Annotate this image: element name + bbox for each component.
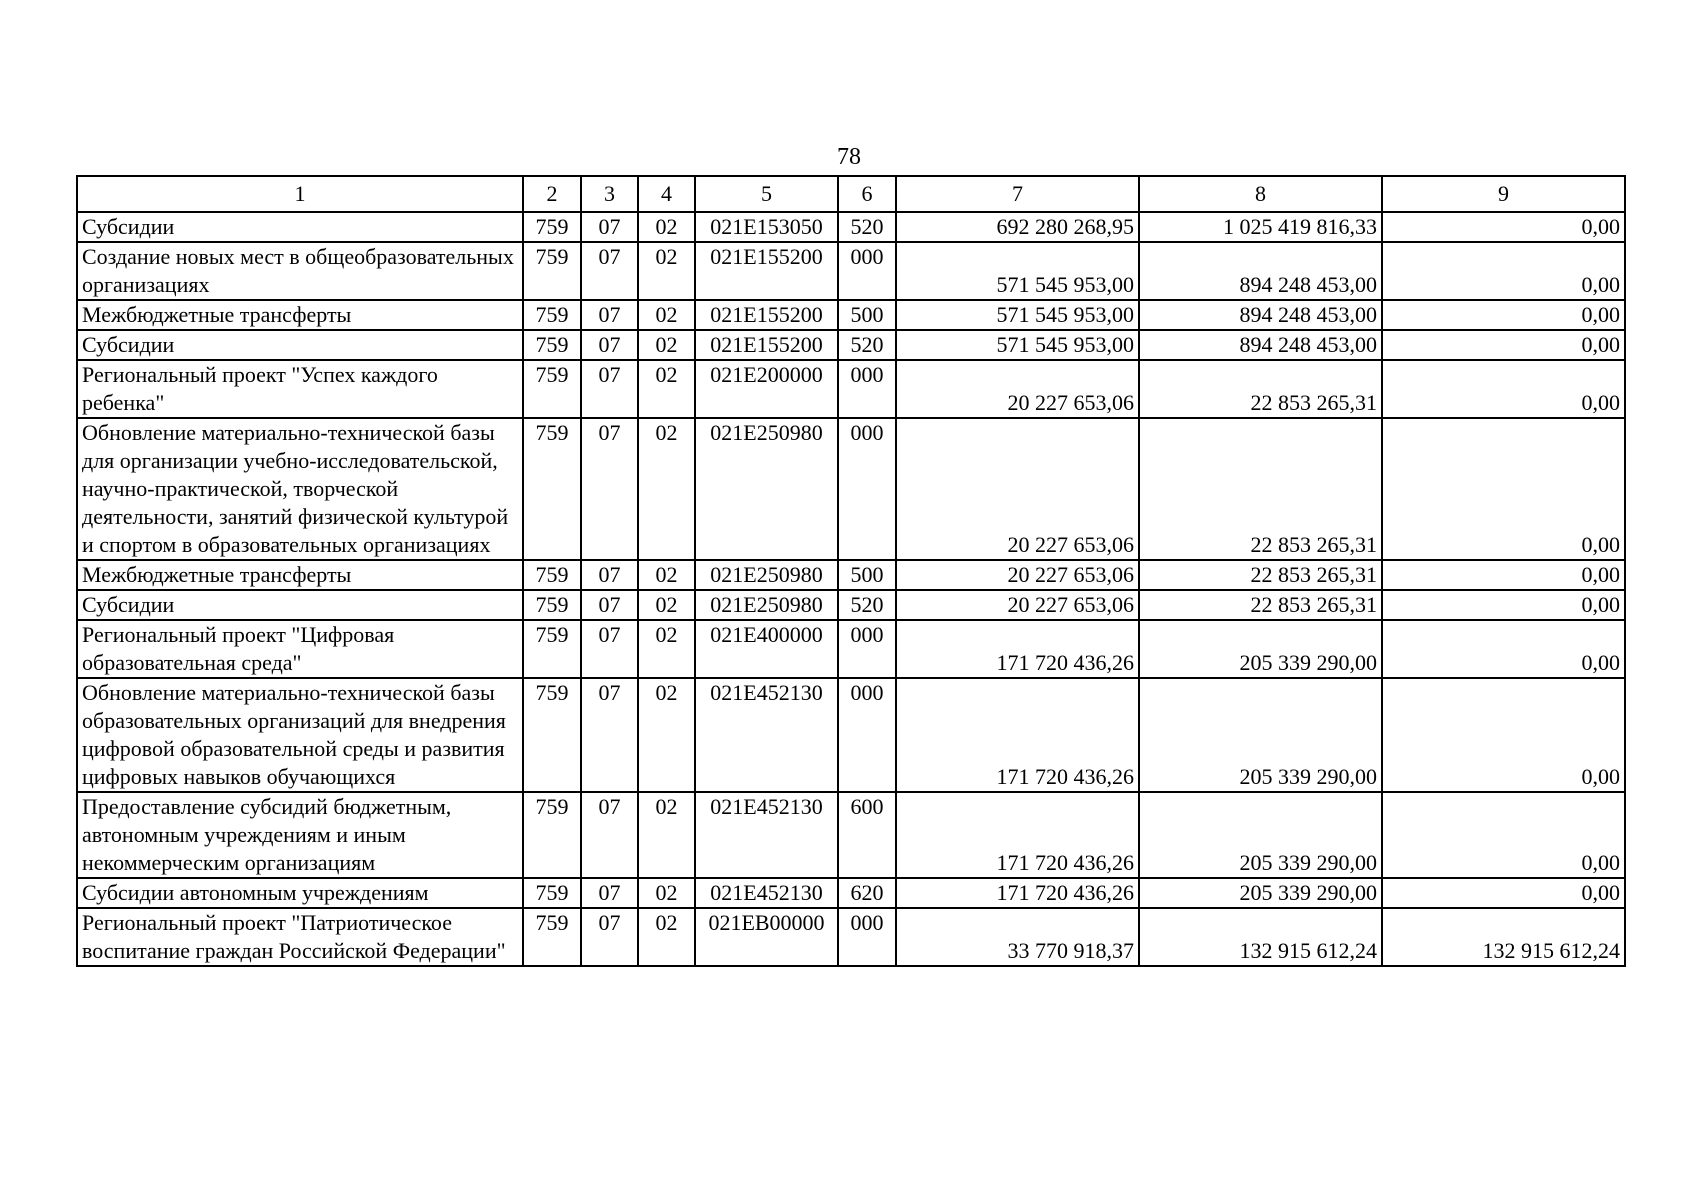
row-code-4: 02 bbox=[638, 418, 695, 560]
row-code-2: 759 bbox=[523, 560, 581, 590]
row-amount-7: 33 770 918,37 bbox=[896, 908, 1139, 966]
row-code-2: 759 bbox=[523, 330, 581, 360]
row-amount-7: 171 720 436,26 bbox=[896, 678, 1139, 792]
row-amount-9: 0,00 bbox=[1382, 620, 1625, 678]
row-amount-9: 0,00 bbox=[1382, 212, 1625, 242]
row-code-4: 02 bbox=[638, 620, 695, 678]
row-amount-9: 0,00 bbox=[1382, 878, 1625, 908]
row-code-5: 021E200000 bbox=[695, 360, 838, 418]
row-name: Субсидии автономным учреждениям bbox=[77, 878, 523, 908]
row-amount-7: 20 227 653,06 bbox=[896, 590, 1139, 620]
table-body bbox=[77, 212, 1625, 966]
table-row bbox=[77, 878, 1625, 908]
row-code-5: 021E400000 bbox=[695, 620, 838, 678]
row-amount-8: 22 853 265,31 bbox=[1139, 590, 1382, 620]
column-header-2: 2 bbox=[523, 176, 581, 212]
row-code-5: 021E250980 bbox=[695, 418, 838, 560]
row-amount-8: 205 339 290,00 bbox=[1139, 792, 1382, 878]
row-code-3: 07 bbox=[581, 908, 638, 966]
row-code-4: 02 bbox=[638, 908, 695, 966]
row-code-6: 000 bbox=[838, 620, 896, 678]
row-code-6: 000 bbox=[838, 678, 896, 792]
row-code-3: 07 bbox=[581, 330, 638, 360]
row-code-2: 759 bbox=[523, 908, 581, 966]
row-amount-9: 0,00 bbox=[1382, 792, 1625, 878]
row-name: Межбюджетные трансферты bbox=[77, 560, 523, 590]
table-row bbox=[77, 678, 1625, 792]
table-row bbox=[77, 620, 1625, 678]
row-code-6: 520 bbox=[838, 212, 896, 242]
row-code-5: 021E452130 bbox=[695, 792, 838, 878]
column-header-8: 8 bbox=[1139, 176, 1382, 212]
row-amount-8: 205 339 290,00 bbox=[1139, 878, 1382, 908]
row-code-3: 07 bbox=[581, 560, 638, 590]
row-code-2: 759 bbox=[523, 300, 581, 330]
row-name: Обновление материально-технической базы образовательных организаций для внедрения цифровой образовательной среды и развития цифровых навыков обучающихся bbox=[77, 678, 523, 792]
row-amount-8: 894 248 453,00 bbox=[1139, 242, 1382, 300]
table-row bbox=[77, 330, 1625, 360]
row-code-5: 021EB00000 bbox=[695, 908, 838, 966]
row-amount-8: 1 025 419 816,33 bbox=[1139, 212, 1382, 242]
row-name: Региональный проект "Успех каждого ребенка" bbox=[77, 360, 523, 418]
row-amount-8: 22 853 265,31 bbox=[1139, 418, 1382, 560]
row-code-6: 500 bbox=[838, 560, 896, 590]
row-name: Предоставление субсидий бюджетным, автономным учреждениям и иным некоммерческим организациям bbox=[77, 792, 523, 878]
column-header-5: 5 bbox=[695, 176, 838, 212]
row-amount-9: 0,00 bbox=[1382, 330, 1625, 360]
header-row bbox=[77, 176, 1625, 212]
row-code-3: 07 bbox=[581, 360, 638, 418]
column-header-6: 6 bbox=[838, 176, 896, 212]
row-name: Региональный проект "Цифровая образовательная среда" bbox=[77, 620, 523, 678]
table-row bbox=[77, 212, 1625, 242]
row-code-3: 07 bbox=[581, 678, 638, 792]
table-row bbox=[77, 590, 1625, 620]
row-code-3: 07 bbox=[581, 590, 638, 620]
row-amount-8: 22 853 265,31 bbox=[1139, 560, 1382, 590]
row-code-2: 759 bbox=[523, 792, 581, 878]
row-amount-7: 571 545 953,00 bbox=[896, 330, 1139, 360]
row-amount-9: 0,00 bbox=[1382, 242, 1625, 300]
row-amount-9: 0,00 bbox=[1382, 678, 1625, 792]
row-amount-9: 0,00 bbox=[1382, 590, 1625, 620]
row-code-4: 02 bbox=[638, 792, 695, 878]
row-code-5: 021E155200 bbox=[695, 330, 838, 360]
row-code-6: 620 bbox=[838, 878, 896, 908]
row-code-3: 07 bbox=[581, 792, 638, 878]
row-code-6: 520 bbox=[838, 590, 896, 620]
row-code-2: 759 bbox=[523, 212, 581, 242]
row-code-5: 021E452130 bbox=[695, 678, 838, 792]
row-amount-9: 132 915 612,24 bbox=[1382, 908, 1625, 966]
row-amount-8: 205 339 290,00 bbox=[1139, 620, 1382, 678]
row-amount-7: 171 720 436,26 bbox=[896, 878, 1139, 908]
row-name: Субсидии bbox=[77, 212, 523, 242]
row-amount-9: 0,00 bbox=[1382, 300, 1625, 330]
row-amount-7: 171 720 436,26 bbox=[896, 620, 1139, 678]
table-row bbox=[77, 908, 1625, 966]
row-name: Создание новых мест в общеобразовательных организациях bbox=[77, 242, 523, 300]
row-code-6: 500 bbox=[838, 300, 896, 330]
row-amount-8: 894 248 453,00 bbox=[1139, 300, 1382, 330]
row-code-5: 021E155200 bbox=[695, 242, 838, 300]
table-header bbox=[77, 176, 1625, 212]
row-code-2: 759 bbox=[523, 678, 581, 792]
row-code-2: 759 bbox=[523, 360, 581, 418]
row-code-4: 02 bbox=[638, 360, 695, 418]
table-row bbox=[77, 360, 1625, 418]
row-code-4: 02 bbox=[638, 878, 695, 908]
row-name: Обновление материально-технической базы для организации учебно-исследовательской, научно-практической, творческой деятельности, занятий физической культурой и спортом в образовательных организациях bbox=[77, 418, 523, 560]
row-code-4: 02 bbox=[638, 300, 695, 330]
row-code-3: 07 bbox=[581, 300, 638, 330]
row-code-3: 07 bbox=[581, 620, 638, 678]
row-code-2: 759 bbox=[523, 590, 581, 620]
row-amount-8: 205 339 290,00 bbox=[1139, 678, 1382, 792]
row-code-4: 02 bbox=[638, 560, 695, 590]
row-code-3: 07 bbox=[581, 242, 638, 300]
row-code-5: 021E452130 bbox=[695, 878, 838, 908]
row-code-6: 600 bbox=[838, 792, 896, 878]
row-amount-9: 0,00 bbox=[1382, 360, 1625, 418]
row-amount-7: 571 545 953,00 bbox=[896, 242, 1139, 300]
row-code-6: 000 bbox=[838, 908, 896, 966]
row-code-5: 021E250980 bbox=[695, 590, 838, 620]
row-code-6: 000 bbox=[838, 242, 896, 300]
row-name: Межбюджетные трансферты bbox=[77, 300, 523, 330]
row-code-2: 759 bbox=[523, 418, 581, 560]
row-code-2: 759 bbox=[523, 620, 581, 678]
row-amount-8: 894 248 453,00 bbox=[1139, 330, 1382, 360]
row-amount-7: 571 545 953,00 bbox=[896, 300, 1139, 330]
table-row bbox=[77, 300, 1625, 330]
row-code-5: 021E250980 bbox=[695, 560, 838, 590]
table-row bbox=[77, 792, 1625, 878]
row-amount-9: 0,00 bbox=[1382, 560, 1625, 590]
row-amount-7: 20 227 653,06 bbox=[896, 560, 1139, 590]
row-code-2: 759 bbox=[523, 242, 581, 300]
table-row bbox=[77, 560, 1625, 590]
row-name: Субсидии bbox=[77, 590, 523, 620]
row-amount-7: 692 280 268,95 bbox=[896, 212, 1139, 242]
row-code-4: 02 bbox=[638, 330, 695, 360]
row-code-4: 02 bbox=[638, 212, 695, 242]
row-code-4: 02 bbox=[638, 590, 695, 620]
table-row bbox=[77, 242, 1625, 300]
row-code-4: 02 bbox=[638, 242, 695, 300]
row-code-6: 000 bbox=[838, 360, 896, 418]
row-code-5: 021E153050 bbox=[695, 212, 838, 242]
row-amount-8: 22 853 265,31 bbox=[1139, 360, 1382, 418]
row-amount-7: 171 720 436,26 bbox=[896, 792, 1139, 878]
page-number: 78 bbox=[837, 144, 861, 170]
row-code-6: 000 bbox=[838, 418, 896, 560]
row-code-3: 07 bbox=[581, 878, 638, 908]
row-amount-7: 20 227 653,06 bbox=[896, 418, 1139, 560]
row-code-6: 520 bbox=[838, 330, 896, 360]
column-header-9: 9 bbox=[1382, 176, 1625, 212]
row-code-2: 759 bbox=[523, 878, 581, 908]
row-amount-7: 20 227 653,06 bbox=[896, 360, 1139, 418]
row-name: Региональный проект "Патриотическое воспитание граждан Российской Федерации" bbox=[77, 908, 523, 966]
row-code-3: 07 bbox=[581, 212, 638, 242]
table-row bbox=[77, 418, 1625, 560]
column-header-4: 4 bbox=[638, 176, 695, 212]
row-amount-8: 132 915 612,24 bbox=[1139, 908, 1382, 966]
row-code-4: 02 bbox=[638, 678, 695, 792]
column-header-7: 7 bbox=[896, 176, 1139, 212]
row-amount-9: 0,00 bbox=[1382, 418, 1625, 560]
column-header-1: 1 bbox=[77, 176, 523, 212]
row-code-5: 021E155200 bbox=[695, 300, 838, 330]
row-name: Субсидии bbox=[77, 330, 523, 360]
budget-table bbox=[76, 175, 1626, 967]
row-code-3: 07 bbox=[581, 418, 638, 560]
column-header-3: 3 bbox=[581, 176, 638, 212]
